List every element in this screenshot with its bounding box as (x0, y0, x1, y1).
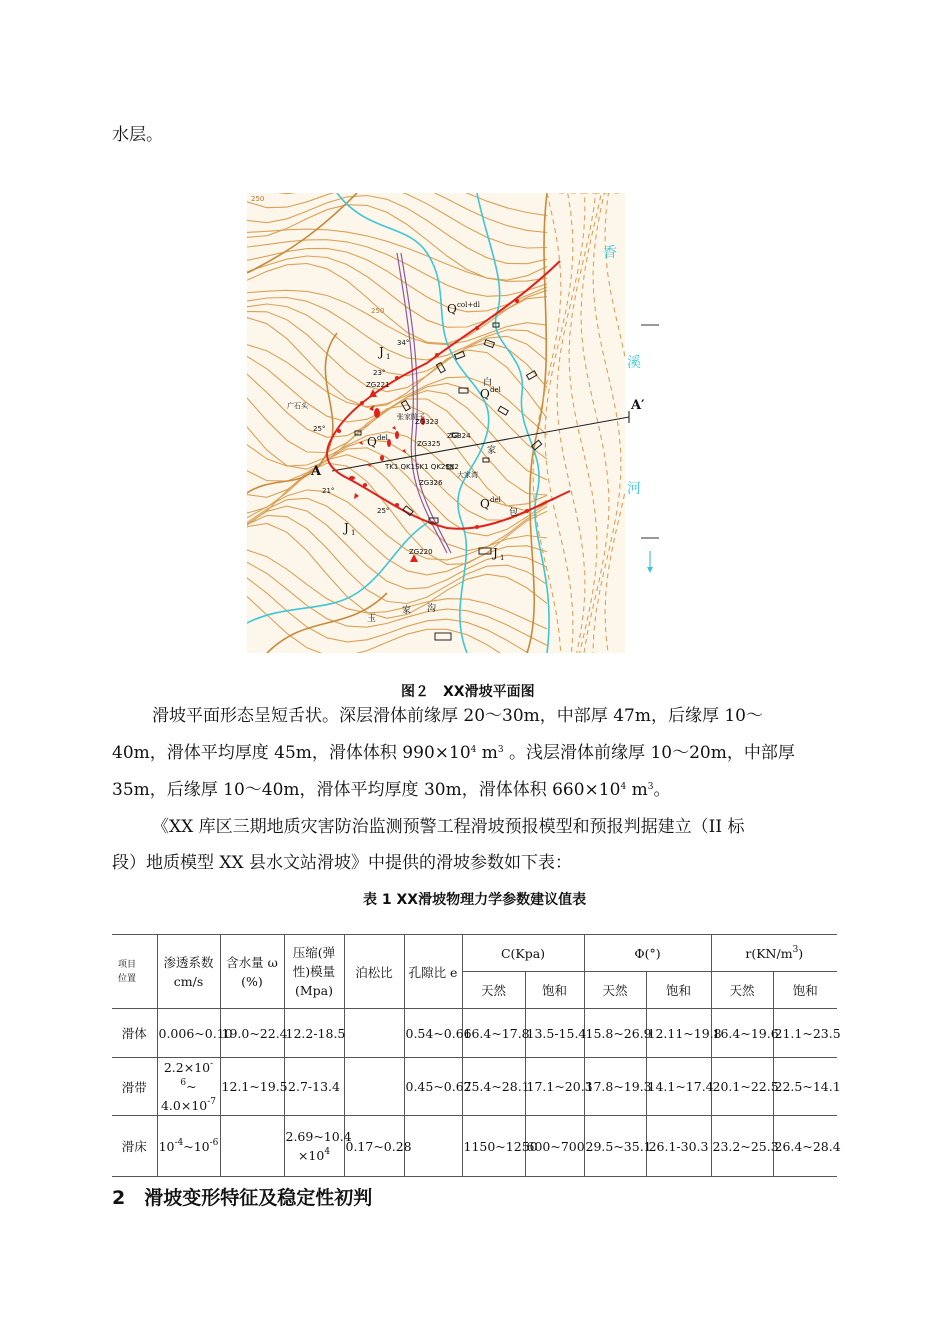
cell: 0.006~0.10 (157, 1009, 220, 1058)
cell-position: 滑体 (112, 1009, 157, 1058)
header-saturated: 饱和 (646, 972, 711, 1009)
header-saturated: 饱和 (773, 972, 837, 1009)
svg-text:del: del (377, 434, 388, 442)
cell (344, 1058, 404, 1116)
svg-text:J: J (493, 546, 498, 560)
cell: 0.45~0.67 (404, 1058, 462, 1116)
header-void-ratio: 孔隙比 e (404, 935, 462, 1009)
corner-header: 项目 位置 (112, 935, 157, 1009)
table-title: 表 1 XX滑坡物理力学参数建议值表 (363, 892, 587, 908)
cell: 26.1-30.3 (646, 1116, 711, 1177)
cell: 0.17~0.28 (344, 1116, 404, 1177)
cell: 17.1~20.3 (525, 1058, 584, 1116)
svg-text:col+dl: col+dl (457, 301, 480, 309)
svg-text:张家院子: 张家院子 (397, 413, 425, 421)
cell: 22.5~14.1 (773, 1058, 837, 1116)
svg-text:ZG323: ZG323 (415, 418, 439, 426)
svg-text:家: 家 (487, 446, 497, 456)
parameter-table (112, 934, 841, 1177)
svg-text:J: J (379, 345, 384, 359)
header-poisson: 泊松比 (344, 935, 404, 1009)
cell: 19.0~22.4 (220, 1009, 284, 1058)
cell: 12.11~19.8 (646, 1009, 711, 1058)
table-header-row (112, 935, 837, 972)
svg-text:1: 1 (500, 554, 505, 562)
paragraph-line: 35m，后缘厚 10～40m，滑体平均厚度 30m，滑体体积 $660\times 10^4$ $m^3$。 (112, 780, 671, 800)
svg-text:ZG221: ZG221 (366, 381, 390, 389)
cell: 16.4~19.6 (711, 1009, 773, 1058)
svg-text:香: 香 (603, 245, 617, 261)
svg-text:25°: 25° (313, 425, 326, 433)
svg-text:23°: 23° (373, 369, 386, 377)
cell: $2.2\times 10^{-6}\sim$ $4.0\times 10^{-7}$ (157, 1058, 220, 1116)
svg-text:1: 1 (351, 529, 356, 537)
cell: 20.1~22.5 (711, 1058, 773, 1116)
svg-text:del: del (490, 496, 501, 504)
header-natural: 天然 (711, 972, 773, 1009)
header-unit-weight: $r(KN/m^3)$ (711, 935, 837, 972)
cell (220, 1116, 284, 1177)
svg-text:Q: Q (447, 302, 457, 316)
svg-text:25°: 25° (377, 507, 390, 515)
svg-text:TK1 QK1SK1 QK2SK2: TK1 QK1SK1 QK2SK2 (385, 463, 459, 471)
cell (344, 1009, 404, 1058)
cell: 14.1~17.4 (646, 1058, 711, 1116)
cell: 29.5~35.1 (584, 1116, 646, 1177)
svg-text:河: 河 (627, 481, 641, 497)
cell: 16.4~17.8 (462, 1009, 525, 1058)
landslide-plan-map (247, 193, 703, 653)
svg-text:ZG324: ZG324 (447, 432, 471, 440)
cell: 0.54~0.66 (404, 1009, 462, 1058)
header-natural: 天然 (584, 972, 646, 1009)
paragraph-line: 《XX 库区三期地质灾害防治监测预警工程滑坡预报模型和预报判据建立（II 标 (152, 817, 745, 837)
paragraph-line: 滑坡平面形态呈短舌状。深层滑体前缘厚 20～30m，中部厚 47m，后缘厚 10～ (152, 706, 763, 726)
cell: 1150~1250 (462, 1116, 525, 1177)
svg-text:玉: 玉 (367, 614, 377, 624)
cell: 21.1~23.5 (773, 1009, 837, 1058)
cell: 12.2-18.5 (284, 1009, 344, 1058)
svg-text:ZG220: ZG220 (409, 548, 433, 556)
paragraph-line: 40m，滑体平均厚度 45m，滑体体积 $990\times 10^4$ $m^3$ 。浅层滑体前缘厚 10～20m，中部厚 (112, 743, 795, 763)
cell: 13.5-15.4 (525, 1009, 584, 1058)
figure-caption: 图２ XX滑坡平面图 (401, 684, 535, 700)
header-water-content: 含水量 ω (%) (220, 935, 284, 1009)
cell-position: 滑带 (112, 1058, 157, 1116)
svg-text:沟: 沟 (427, 604, 437, 614)
cell: 26.4~28.4 (773, 1116, 837, 1177)
svg-text:ZG326: ZG326 (419, 479, 443, 487)
cell: 2.7-13.4 (284, 1058, 344, 1116)
header-saturated: 饱和 (525, 972, 584, 1009)
svg-text:溪: 溪 (627, 355, 641, 371)
svg-text:Q: Q (367, 435, 377, 449)
svg-text:A: A (311, 464, 322, 479)
cell: 15.8~26.9 (584, 1009, 646, 1058)
svg-text:广石头: 广石头 (287, 402, 308, 410)
svg-text:Q: Q (480, 387, 490, 401)
cell: 25.4~28.1 (462, 1058, 525, 1116)
svg-text:250: 250 (251, 195, 265, 203)
svg-text:del: del (490, 386, 501, 394)
table-row (112, 1116, 837, 1177)
table-row (112, 1058, 837, 1116)
continued-text: 水层。 (112, 125, 163, 145)
table-row (112, 1009, 837, 1058)
cell: $10^{-4}\sim 10^{-6}$ (157, 1116, 220, 1177)
svg-text:Q: Q (480, 497, 490, 511)
header-modulus: 压缩(弹性)模量 (Mpa) (284, 935, 344, 1009)
cell: 600~700 (525, 1116, 584, 1177)
svg-text:白: 白 (483, 378, 493, 388)
svg-text:34°: 34° (397, 339, 410, 347)
cell-position: 滑床 (112, 1116, 157, 1177)
cell: 12.1~19.5 (220, 1058, 284, 1116)
paragraph-line: 段）地质模型 XX 县水文站滑坡》中提供的滑坡参数如下表： (112, 853, 573, 873)
header-permeability: 渗透系数 cm/s (157, 935, 220, 1009)
cell: 17.8~19.3 (584, 1058, 646, 1116)
map-svg (247, 193, 703, 653)
svg-text:包: 包 (509, 508, 519, 518)
svg-text:21°: 21° (322, 487, 335, 495)
svg-text:ZG325: ZG325 (417, 440, 441, 448)
cell: 2.69~10.4 $\times 10^4$ (284, 1116, 344, 1177)
cell: 23.2~25.3 (711, 1116, 773, 1177)
header-friction-angle: Φ(°) (584, 935, 711, 972)
svg-text:A′: A′ (631, 398, 645, 413)
svg-text:家: 家 (402, 606, 412, 616)
svg-text:250: 250 (371, 307, 385, 315)
svg-text:大家湾: 大家湾 (457, 471, 478, 479)
header-natural: 天然 (462, 972, 525, 1009)
header-cohesion: C(Kpa) (462, 935, 584, 972)
svg-text:1: 1 (386, 353, 391, 361)
section-heading: 2 滑坡变形特征及稳定性初判 (112, 1187, 373, 1209)
cell (404, 1116, 462, 1177)
svg-text:J: J (344, 521, 349, 535)
